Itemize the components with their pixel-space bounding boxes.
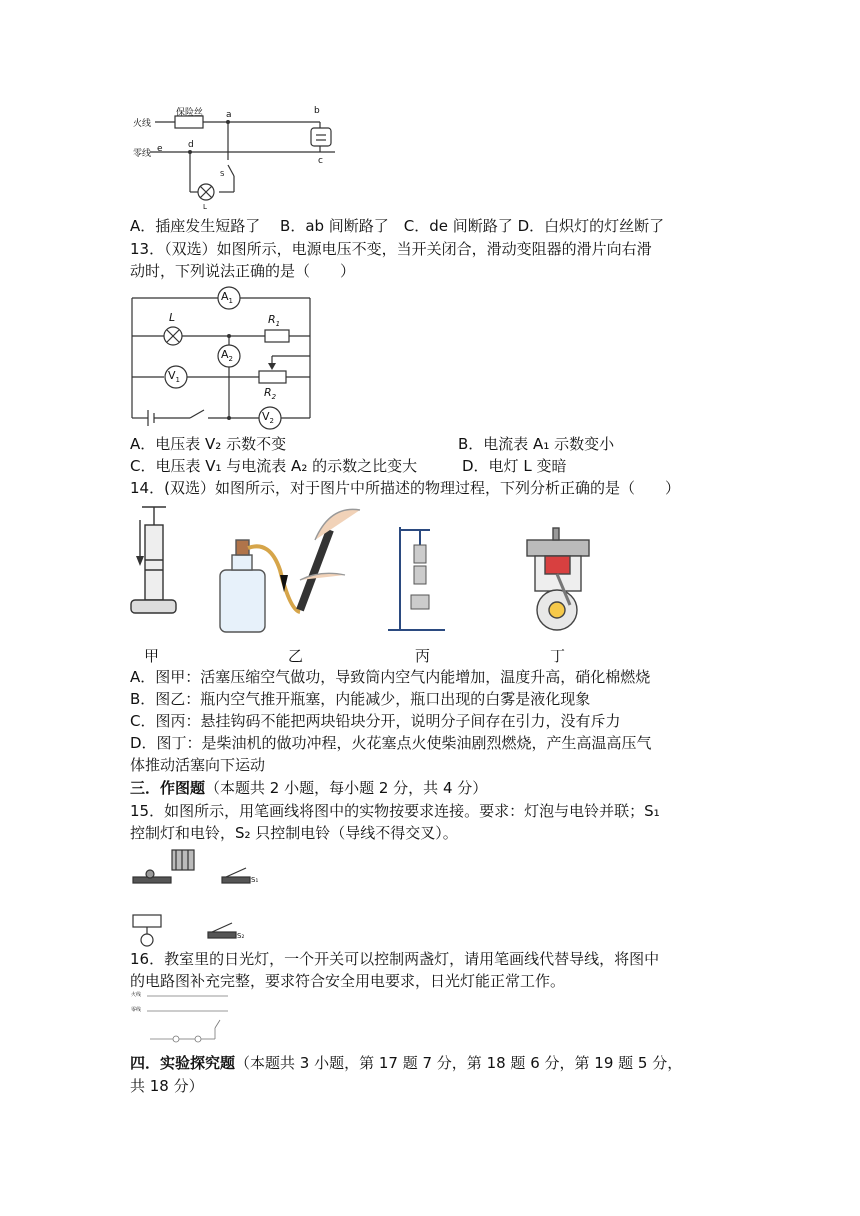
point-c-label: c: [318, 156, 323, 166]
q13-option-c: C．电压表 V₁ 与电流表 A₂ 的示数之比变大: [130, 457, 418, 475]
q13-line2: 动时，下列说法正确的是（ ）: [130, 262, 356, 280]
q16-line2: 的电路图补充完整，要求符合安全用电要求，日光灯能正常工作。: [130, 972, 566, 990]
q15-line2: 控制灯和电铃，S₂ 只控制电铃（导线不得交叉）。: [130, 824, 458, 842]
q16-line1: 16．教室里的日光灯，一个开关可以控制两盏灯，请用笔画线代替导线，将图中: [130, 950, 660, 968]
q12-options: A．插座发生短路了 B．ab 间断路了 C．de 间断路了 D．白炽灯的灯丝断了: [130, 217, 665, 235]
neutral-wire-label-16: 零线: [131, 1007, 142, 1013]
section4-heading: 四．实验探究题（本题共 3 小题，第 17 题 7 分，第 18 题 6 分，第 19 题 5 分，: [130, 1054, 683, 1072]
section4-note-line2: 共 18 分）: [130, 1077, 204, 1095]
q14-option-c: C．图丙：悬挂钩码不能把两块铅块分开，说明分子间存在引力，没有斥力: [130, 712, 621, 730]
q15-line1: 15．如图所示，用笔画线将图中的实物按要求连接。要求：灯泡与电铃并联；S₁: [130, 802, 660, 820]
lamp-l-label: L: [203, 203, 207, 211]
voltmeter-v2-label: $V_2$: [262, 410, 274, 426]
r1-label: $R_1$: [268, 313, 281, 329]
lamp-l-label: L: [169, 311, 176, 324]
s1-label: S₁: [251, 876, 259, 884]
fig-label-jia: 甲: [144, 647, 160, 665]
q14-option-d-line2: 体推动活塞向下运动: [130, 756, 266, 774]
q13-option-d: D．电灯 L 变暗: [462, 457, 567, 475]
fig-label-yi: 乙: [288, 647, 304, 665]
fuse-label: 保险丝: [176, 108, 204, 118]
fig-label-bing: 丙: [415, 647, 431, 665]
point-b-label: b: [314, 106, 320, 116]
section3-heading: 三．作图题（本题共 2 小题，每小题 2 分，共 4 分）: [130, 779, 488, 797]
fig-label-ding: 丁: [550, 647, 566, 665]
switch-s-label: S: [220, 170, 225, 178]
q14-line1: 14．(双选）如图所示，对于图片中所描述的物理过程，下列分析正确的是（ ）: [130, 479, 680, 497]
q13-option-b: B．电流表 A₁ 示数变小: [458, 435, 615, 453]
point-e-label: e: [157, 144, 163, 154]
q14-option-b: B．图乙：瓶内空气推开瓶塞，内能减少，瓶口出现的白雾是液化现象: [130, 690, 591, 708]
fire-wire-label-16: 火线: [131, 992, 142, 998]
point-a-label: a: [226, 110, 232, 120]
r2-label: $R_2$: [264, 386, 277, 402]
point-d-label: d: [188, 140, 194, 150]
q14-option-a: A．图甲：活塞压缩空气做功，导致筒内空气内能增加，温度升高，硝化棉燃烧: [130, 668, 651, 686]
q13-line1: 13．（双选）如图所示，电源电压不变，当开关闭合，滑动变阻器的滑片向右滑: [130, 240, 652, 258]
voltmeter-v1-label: $V_1$: [168, 369, 180, 385]
s2-label: S₂: [237, 932, 245, 940]
ammeter-a2-label: $A_2$: [221, 348, 233, 364]
q14-option-d-line1: D．图丁：是柴油机的做功冲程，火花塞点火使柴油剧烈燃烧，产生高温高压气: [130, 734, 652, 752]
q13-option-a: A．电压表 V₂ 示数不变: [130, 435, 287, 453]
fire-wire-label: 火线: [133, 119, 152, 129]
neutral-wire-label: 零线: [133, 149, 152, 159]
ammeter-a1-label: $A_1$: [221, 290, 233, 306]
